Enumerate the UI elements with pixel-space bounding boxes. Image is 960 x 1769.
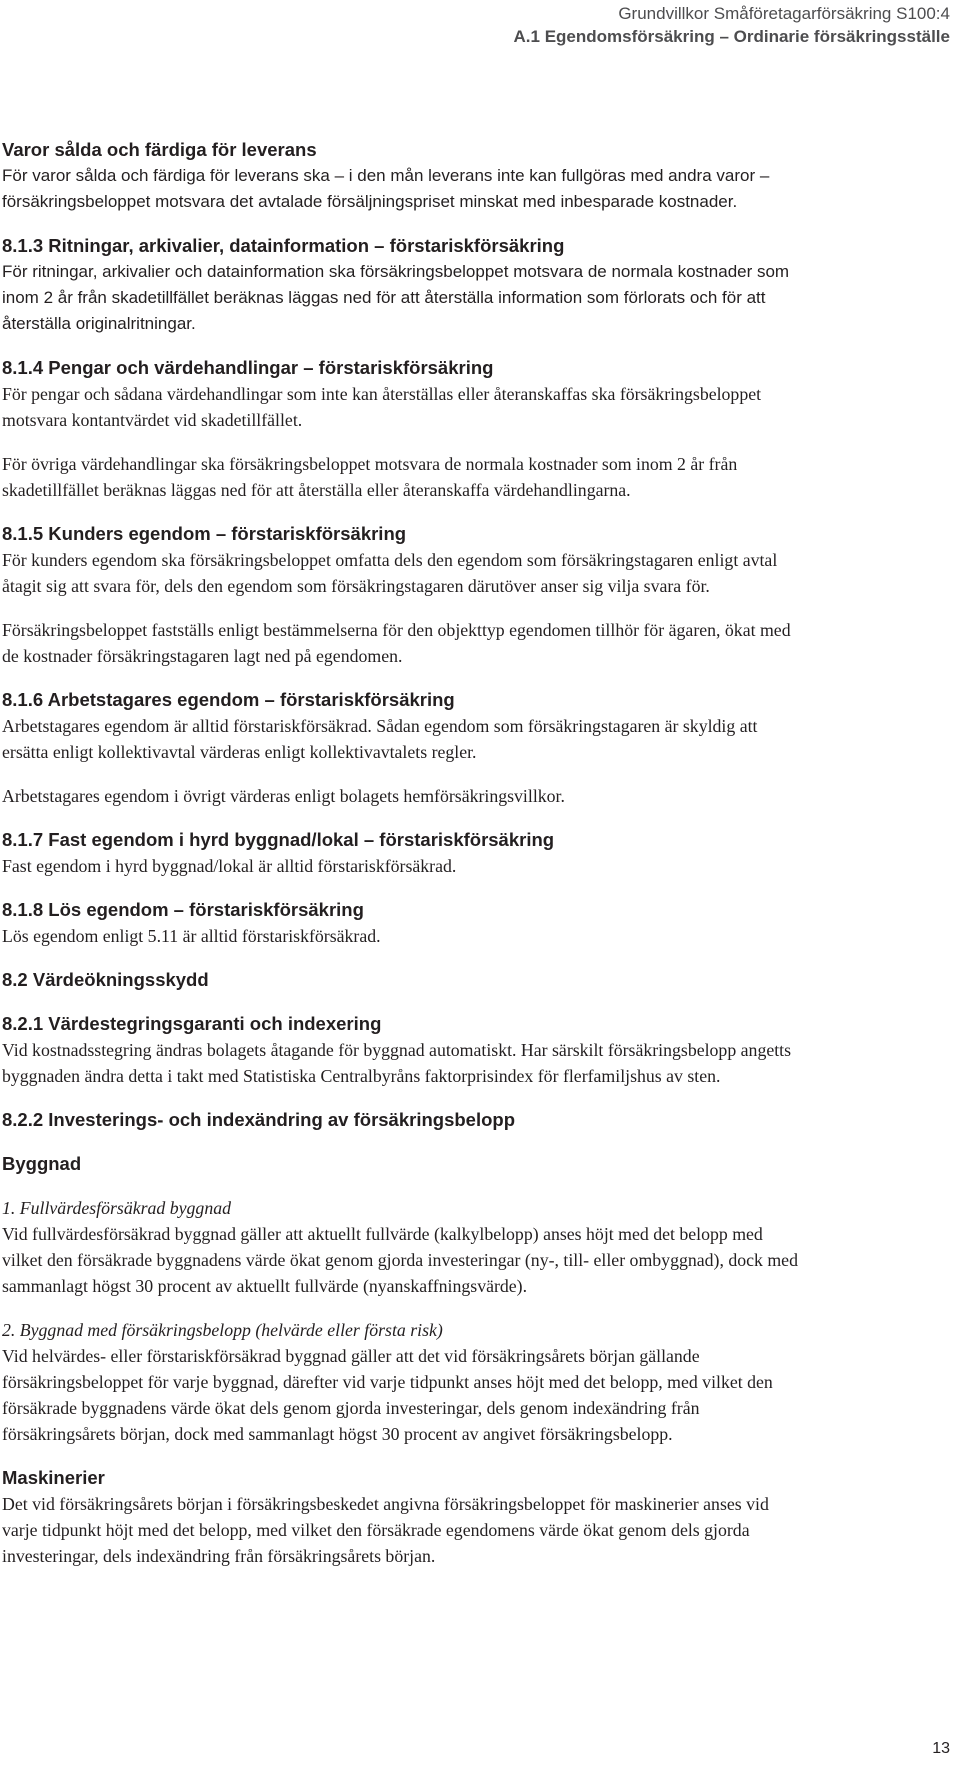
paragraph-8-1-4-b: För övriga värdehandlingar ska försäkringsbeloppet motsvara de normala kostnader som inom 2 år från skadetillfället beräknas läggas ned för att återställa eller återanskaffa värdehandlingarna. [2,454,738,500]
header-document-title: Grundvillkor Småföretagarförsäkring S100:4 [618,4,950,23]
header-section-title: A.1 Egendomsförsäkring – Ordinarie försäkringsställe [513,27,950,46]
paragraph-maskinerier: Det vid försäkringsårets början i försäkringsbeskedet angivna försäkringsbeloppet för maskinerier anses vid varje tidpunkt höjt med det belopp, med vilket den försäkrade egendomens värde ökat genom dels gjorda investeringar, dels indexändring från försäkringsårets början. [2,1494,769,1566]
paragraph-8-1-6-a: Arbetstagares egendom är alltid förstariskförsäkrad. Sådan egendom som försäkringstagaren är skyldig att ersätta enligt kollektivavtal värderas enligt kollektivavtalets regler. [2,716,758,762]
paragraph-fullvardesforsakrad: Vid fullvärdesförsäkrad byggnad gäller att aktuellt fullvärde (kalkylbelopp) anses höjt med det belopp med vilket den försäkrade byggnadens värde ökat genom gjorda investeringar (ny-, till- eller ombyggnad), dock med sammanlagt högst 30 procent av aktuellt fullvärde (nyanskaffningsvärde). [2,1224,798,1296]
heading-8-1-7: 8.1.7 Fast egendom i hyrd byggnad/lokal – förstariskförsäkring [2,829,555,850]
paragraph-8-1-6-b: Arbetstagares egendom i övrigt värderas enligt bolagets hemförsäkringsvillkor. [2,786,565,806]
heading-8-2-2: 8.2.2 Investerings- och indexändring av försäkringsbelopp [2,1109,515,1130]
heading-8-1-4: 8.1.4 Pengar och värdehandlingar – förstariskförsäkring [2,357,494,378]
heading-8-1-8: 8.1.8 Lös egendom – förstariskförsäkring [2,899,364,920]
paragraph-8-1-3: För ritningar, arkivalier och datainformation ska försäkringsbeloppet motsvara de normala kostnader som inom 2 år från skadetillfället beräknas läggas ned för att återställa information som förlorats och för att återställa originalritningar. [2,262,790,333]
paragraph-8-1-4-a: För pengar och sådana värdehandlingar som inte kan återställas eller återanskaffas ska försäkringsbeloppet motsvara kontantvärdet vid skadetillfället. [2,384,762,430]
subheading-fullvardesforsakrad: 1. Fullvärdesförsäkrad byggnad [2,1198,231,1218]
paragraph-8-1-5-a: För kunders egendom ska försäkringsbeloppet omfatta dels den egendom som försäkringstagaren enligt avtal åtagit sig att svara för, dels den egendom som försäkringstagaren därutöver anser sig vilja svara för. [2,550,778,596]
paragraph-byggnad-forsakringsbelopp: Vid helvärdes- eller förstariskförsäkrad byggnad gäller att det vid försäkringsårets början gällande försäkringsbeloppet för varje byggnad, därefter vid varje tidpunkt anses höjt med det belopp, med vilket den försäkrade byggnadens värde ökat dels genom gjorda investeringar, dels genom indexändring från försäkringsårets början, dock med sammanlagt högst 30 procent av angivet försäkringsbelopp. [2,1346,773,1444]
heading-maskinerier: Maskinerier [2,1467,105,1488]
paragraph-8-2-1: Vid kostnadsstegring ändras bolagets åtagande för byggnad automatiskt. Har särskilt försäkringsbelopp angetts byggnaden ändra detta i takt med Statistiska Centralbyråns faktorprisindex för flerfamiljshus av sten. [2,1040,792,1086]
paragraph-8-1-7: Fast egendom i hyrd byggnad/lokal är alltid förstariskförsäkrad. [2,856,457,876]
heading-varor-salda: Varor sålda och färdiga för leverans [2,139,317,160]
paragraph-varor-salda: För varor sålda och färdiga för leverans ska – i den mån leverans inte kan fullgöras med andra varor – försäkringsbeloppet motsvara det avtalade försäljningspriset minskat med inbesparade kostnader. [2,166,770,211]
heading-8-1-3: 8.1.3 Ritningar, arkivalier, datainformation – förstariskförsäkring [2,235,565,256]
page-header [514,2,950,48]
heading-8-1-6: 8.1.6 Arbetstagares egendom – förstariskförsäkring [2,689,455,710]
heading-8-1-5: 8.1.5 Kunders egendom – förstariskförsäkring [2,523,407,544]
document-body [2,137,802,1587]
subheading-byggnad-forsakringsbelopp: 2. Byggnad med försäkringsbelopp (helvärde eller första risk) [2,1320,443,1340]
heading-byggnad: Byggnad [2,1153,82,1174]
heading-8-2-1: 8.2.1 Värdestegringsgaranti och indexering [2,1013,382,1034]
paragraph-8-1-8: Lös egendom enligt 5.11 är alltid förstariskförsäkrad. [2,926,381,946]
page-number: 13 [932,1740,950,1757]
paragraph-8-1-5-b: Försäkringsbeloppet fastställs enligt bestämmelserna för den objekttyp egendomen tillhör för ägaren, ökat med de kostnader försäkringstagaren lagt ned på egendomen. [2,620,791,666]
heading-8-2: 8.2 Värdeökningsskydd [2,969,209,990]
